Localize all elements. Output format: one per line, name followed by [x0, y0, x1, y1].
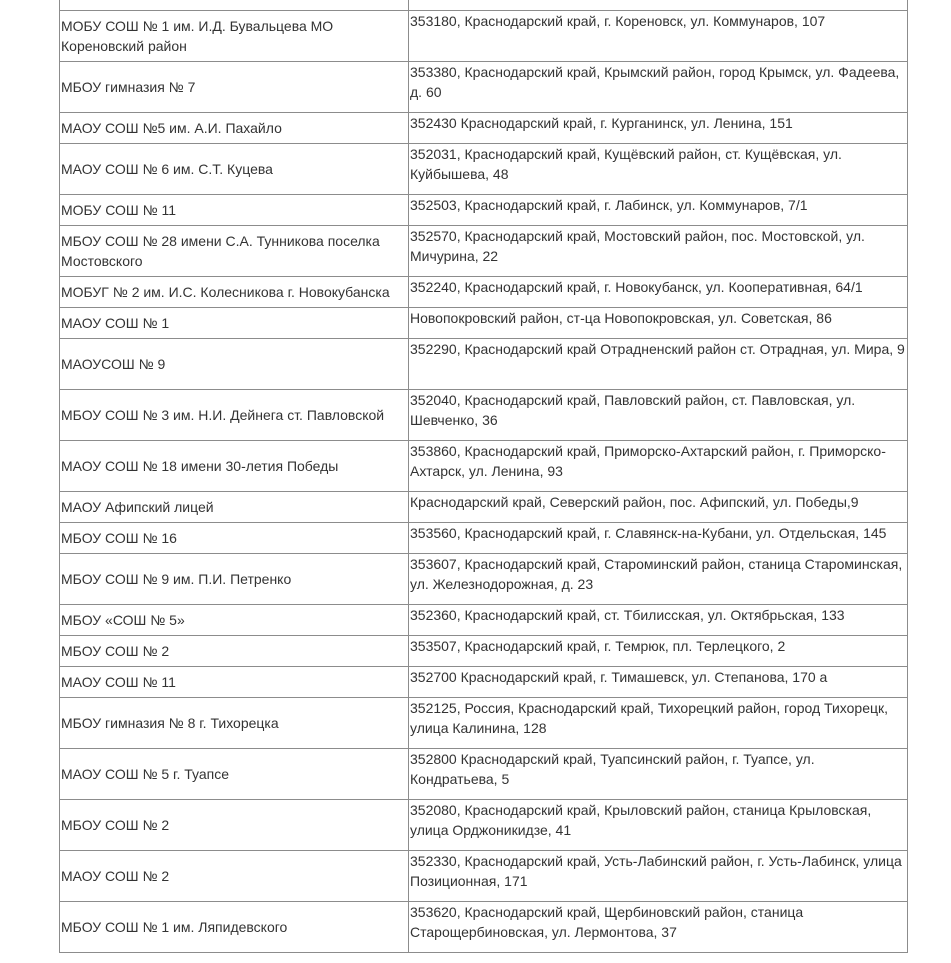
school-name-cell: МАОУ СОШ № 18 имени 30-летия Победы	[60, 441, 409, 492]
school-name-cell: МОБУГ № 2 им. И.С. Колесникова г. Новокубанска	[60, 277, 409, 308]
school-address-cell: 353607, Краснодарский край, Староминский район, станица Староминская, ул. Железнодорожная, д. 23	[409, 554, 908, 605]
school-name-cell: МАОУ СОШ № 2	[60, 851, 409, 902]
school-name-cell: МБОУ гимназия № 8 г. Тихорецка	[60, 698, 409, 749]
table-row	[60, 523, 908, 554]
table-row	[60, 492, 908, 523]
table-row	[60, 636, 908, 667]
school-name-cell	[60, 0, 409, 11]
table-row	[60, 390, 908, 441]
school-address-cell: Новопокровский район, ст-ца Новопокровская, ул. Советская, 86	[409, 308, 908, 339]
school-address-cell: 353620, Краснодарский край, Щербиновский район, станица Старощербиновская, ул. Лермонтова, 37	[409, 902, 908, 953]
school-name-cell: МБОУ СОШ № 2	[60, 800, 409, 851]
table-row	[60, 113, 908, 144]
school-name-cell: МАОУ Афипский лицей	[60, 492, 409, 523]
school-name-cell: МОБУ СОШ № 11	[60, 195, 409, 226]
table-row	[60, 0, 908, 11]
school-address-cell: 352570, Краснодарский край, Мостовский район, пос. Мостовской, ул. Мичурина, 22	[409, 226, 908, 277]
school-address-cell: 352080, Краснодарский край, Крыловский район, станица Крыловская, улица Орджоникидзе, 41	[409, 800, 908, 851]
school-name-cell: МБОУ СОШ № 16	[60, 523, 409, 554]
table-row	[60, 441, 908, 492]
school-address-cell: 352503, Краснодарский край, г. Лабинск, ул. Коммунаров, 7/1	[409, 195, 908, 226]
school-address-cell: 353180, Краснодарский край, г. Кореновск, ул. Коммунаров, 107	[409, 11, 908, 62]
school-address-cell	[409, 0, 908, 11]
table-row	[60, 195, 908, 226]
table-row	[60, 800, 908, 851]
school-name-cell: МАОУ СОШ №5 им. А.И. Пахайло	[60, 113, 409, 144]
schools-table	[59, 0, 908, 953]
table-row	[60, 902, 908, 953]
school-address-cell: 352031, Краснодарский край, Кущёвский район, ст. Кущёвская, ул. Куйбышева, 48	[409, 144, 908, 195]
school-name-cell: МАОУ СОШ № 5 г. Туапсе	[60, 749, 409, 800]
school-name-cell: МАОУСОШ № 9	[60, 339, 409, 390]
schools-table-wrapper	[59, 0, 907, 953]
table-row	[60, 554, 908, 605]
school-address-cell: 352240, Краснодарский край, г. Новокубанск, ул. Кооперативная, 64/1	[409, 277, 908, 308]
table-row	[60, 851, 908, 902]
table-row	[60, 226, 908, 277]
table-row	[60, 698, 908, 749]
school-name-cell: МАОУ СОШ № 11	[60, 667, 409, 698]
school-name-cell: МБОУ СОШ № 9 им. П.И. Петренко	[60, 554, 409, 605]
school-address-cell: Краснодарский край, Северский район, пос. Афипский, ул. Победы,9	[409, 492, 908, 523]
table-row	[60, 62, 908, 113]
school-address-cell: 352290, Краснодарский край Отрадненский район ст. Отрадная, ул. Мира, 9	[409, 339, 908, 390]
school-name-cell: МБОУ СОШ № 28 имени С.А. Тунникова поселка Мостовского	[60, 226, 409, 277]
table-row	[60, 667, 908, 698]
school-address-cell: 352040, Краснодарский край, Павловский район, ст. Павловская, ул. Шевченко, 36	[409, 390, 908, 441]
table-row	[60, 11, 908, 62]
school-address-cell: 353507, Краснодарский край, г. Темрюк, пл. Терлецкого, 2	[409, 636, 908, 667]
school-address-cell: 352430 Краснодарский край, г. Курганинск, ул. Ленина, 151	[409, 113, 908, 144]
school-address-cell: 352800 Краснодарский край, Туапсинский район, г. Туапсе, ул. Кондратьева, 5	[409, 749, 908, 800]
school-name-cell: МБОУ «СОШ № 5»	[60, 605, 409, 636]
school-address-cell: 352700 Краснодарский край, г. Тимашевск, ул. Степанова, 170 а	[409, 667, 908, 698]
schools-table-body	[60, 0, 908, 953]
school-address-cell: 352125, Россия, Краснодарский край, Тихорецкий район, город Тихорецк, улица Калинина, 128	[409, 698, 908, 749]
table-row	[60, 749, 908, 800]
school-address-cell: 353860, Краснодарский край, Приморско-Ахтарский район, г. Приморско-Ахтарск, ул. Ленина, 93	[409, 441, 908, 492]
school-name-cell: МАОУ СОШ № 1	[60, 308, 409, 339]
school-address-cell: 352360, Краснодарский край, ст. Тбилисская, ул. Октябрьская, 133	[409, 605, 908, 636]
table-row	[60, 277, 908, 308]
school-name-cell: МБОУ гимназия № 7	[60, 62, 409, 113]
school-name-cell: МАОУ СОШ № 6 им. С.Т. Куцева	[60, 144, 409, 195]
table-row	[60, 339, 908, 390]
school-address-cell: 353380, Краснодарский край, Крымский район, город Крымск, ул. Фадеева, д. 60	[409, 62, 908, 113]
school-name-cell: МБОУ СОШ № 3 им. Н.И. Дейнега ст. Павловской	[60, 390, 409, 441]
table-row	[60, 605, 908, 636]
school-name-cell: МБОУ СОШ № 2	[60, 636, 409, 667]
school-address-cell: 353560, Краснодарский край, г. Славянск-на-Кубани, ул. Отдельская, 145	[409, 523, 908, 554]
school-name-cell: МБОУ СОШ № 1 им. Ляпидевского	[60, 902, 409, 953]
school-address-cell: 352330, Краснодарский край, Усть-Лабинский район, г. Усть-Лабинск, улица Позиционная, 171	[409, 851, 908, 902]
school-name-cell: МОБУ СОШ № 1 им. И.Д. Бувальцева МО Кореновский район	[60, 11, 409, 62]
table-row	[60, 308, 908, 339]
table-row	[60, 144, 908, 195]
